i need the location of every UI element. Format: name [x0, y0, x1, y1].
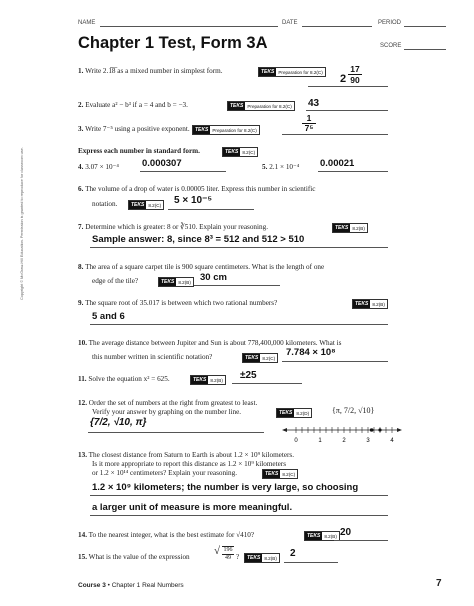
answer-line-13b: [90, 515, 388, 516]
expr-numerator: 196: [223, 547, 233, 553]
answer-line-15: [284, 562, 338, 563]
number-line-label: 3: [366, 438, 370, 444]
number-line-label: 4: [390, 438, 394, 444]
number-line-label: 2: [342, 438, 346, 444]
answer-12: {7/2, √10, π}: [90, 417, 147, 428]
teks-badge-9: TEKS 8.2(B): [352, 299, 388, 309]
answer-14: 20: [340, 527, 352, 538]
teks-badge-7: TEKS 8.2(B): [332, 223, 368, 233]
question-13-cont2: or 1.2 × 10¹⁴ centimeters? Explain your reasoning.: [92, 469, 238, 477]
answer-11: ±25: [240, 370, 257, 381]
teks-badge-12: TEKS 8.2(D): [276, 408, 312, 418]
answer-line-10: [282, 361, 388, 362]
answer-9: 5 and 6: [92, 311, 125, 322]
question-11: 11. Solve the equation x² = 625.: [78, 375, 170, 383]
answer-10: 7.784 × 10⁸: [286, 347, 336, 358]
score-line: [404, 49, 446, 50]
number-set: {π, 7/2, √10}: [332, 406, 375, 415]
question-6-cont: notation.: [92, 200, 118, 208]
teks-badge-11: TEKS 8.2(B): [190, 375, 226, 385]
answer-line-3: [282, 134, 388, 135]
question-7: 7. Determine which is greater: 8 or ∛510. Explain your reasoning.: [78, 223, 269, 231]
teks-badge-1: TEKS Preparation for 8.2(C): [258, 67, 326, 77]
question-4: 4. 3.07 × 10⁻⁴: [78, 163, 119, 171]
answer-6: 5 × 10⁻⁵: [174, 195, 213, 206]
question-6: 6. The volume of a drop of water is 0.00005 liter. Express this number in scientific: [78, 185, 316, 193]
answer-line-1: [308, 86, 388, 87]
name-label: NAME: [78, 20, 96, 26]
answer-2: 43: [308, 98, 320, 109]
number-line: [282, 420, 402, 446]
page-number: 7: [436, 578, 442, 589]
question-10: 10. The average distance between Jupiter and Sun is about 778,400,000 kilometers. What is: [78, 339, 342, 347]
answer-1-denominator: 90: [350, 75, 360, 85]
answer-line-13a: [90, 495, 388, 496]
teks-badge-8: TEKS 8.2(B): [158, 277, 194, 287]
expr-question-mark: ?: [236, 553, 240, 561]
answer-7: Sample answer: 8, since 8³ = 512 and 512 > 510: [92, 234, 305, 245]
answer-1-numerator: 17: [348, 64, 362, 75]
question-9: 9. The square root of 35.017 is between which two rational numbers?: [78, 299, 278, 307]
answer-line-8: [194, 285, 280, 286]
answer-13: 1.2 × 10⁹ kilometers; the number is very large, so choosing: [92, 482, 359, 493]
answer-line-2: [306, 110, 388, 111]
number-line-point: [378, 428, 381, 431]
question-8: 8. The area of a square carpet tile is 900 square centimeters. What is the length of one: [78, 263, 325, 271]
period-label: PERIOD: [378, 20, 402, 26]
question-8-cont: edge of the tile?: [92, 277, 139, 285]
answer-1-whole: 2: [340, 73, 347, 85]
number-line-label: 1: [318, 438, 322, 444]
teks-badge-3: TEKS Preparation for 8.2(C): [192, 125, 260, 135]
answer-line-4: [140, 171, 226, 172]
date-line: [302, 26, 372, 27]
answer-3-numerator: 1: [302, 113, 316, 124]
copyright-sidebar: Copyright © McGraw-Hill Education. Permission is granted to reproduce for classroom use.: [20, 147, 24, 300]
number-line-label: 0: [294, 438, 298, 444]
teks-badge-13: TEKS 8.2(C): [262, 469, 298, 479]
question-12-cont: Verify your answer by graphing on the number line.: [92, 408, 242, 416]
answer-line-14: [334, 540, 388, 541]
teks-badge-15: TEKS 8.2(B): [244, 553, 280, 563]
answer-line-11: [232, 383, 302, 384]
answer-13-cont: a larger unit of measure is more meaningful.: [92, 502, 293, 513]
answer-line-9: [90, 324, 388, 325]
radical-sign: √: [214, 545, 221, 557]
date-label: DATE: [282, 20, 298, 26]
teks-badge-10: TEKS 8.2(C): [242, 353, 278, 363]
name-line: [100, 26, 278, 27]
teks-badge-6: TEKS 8.2(C): [128, 200, 164, 210]
section-heading: Express each number in standard form.: [78, 147, 200, 155]
question-12: 12. Order the set of numbers at the right from greatest to least.: [78, 399, 258, 407]
question-14: 14. To the nearest integer, what is the best estimate for √410?: [78, 531, 255, 539]
answer-3-denominator: 7⁵: [304, 123, 314, 133]
answer-4: 0.000307: [142, 158, 182, 169]
question-5: 5. 2.1 × 10⁻⁴: [262, 163, 300, 171]
teks-badge-14: TEKS 8.2(B): [304, 531, 340, 541]
answer-8: 30 cm: [200, 272, 227, 283]
answer-15: 2: [290, 548, 296, 559]
answer-line-5: [318, 171, 388, 172]
question-1: 1. Write 2.1̅̅8̅ as a mixed number in simplest form.: [78, 67, 223, 75]
teks-badge-2: TEKS Preparation for 8.2(C): [227, 101, 295, 111]
question-2: 2. Evaluate a² − b³ if a = 4 and b = −3.: [78, 101, 188, 109]
question-13: 13. The closest distance from Saturn to Earth is about 1.2 × 10⁹ kilometers.: [78, 451, 295, 459]
teks-badge-section: TEKS 8.2(C): [222, 147, 258, 157]
question-10-cont: this number written in scientific notation?: [92, 353, 213, 361]
question-15: 15. What is the value of the expression: [78, 553, 190, 561]
answer-line-7: [90, 247, 388, 248]
expr-denominator: 49: [225, 555, 231, 561]
answer-line-6: [168, 209, 254, 210]
question-3: 3. Write 7⁻⁵ using a positive exponent.: [78, 125, 190, 133]
question-13-cont: Is it more appropriate to report this distance as 1.2 × 10⁹ kilometers: [92, 460, 286, 468]
page-title: Chapter 1 Test, Form 3A: [78, 34, 268, 52]
period-line: [404, 26, 446, 27]
answer-5: 0.00021: [320, 158, 355, 169]
number-line-point: [370, 428, 373, 431]
answer-line-12: [88, 432, 264, 433]
footer-course: Course 3 • Chapter 1 Real Numbers: [78, 582, 184, 589]
score-label: SCORE: [380, 43, 402, 49]
